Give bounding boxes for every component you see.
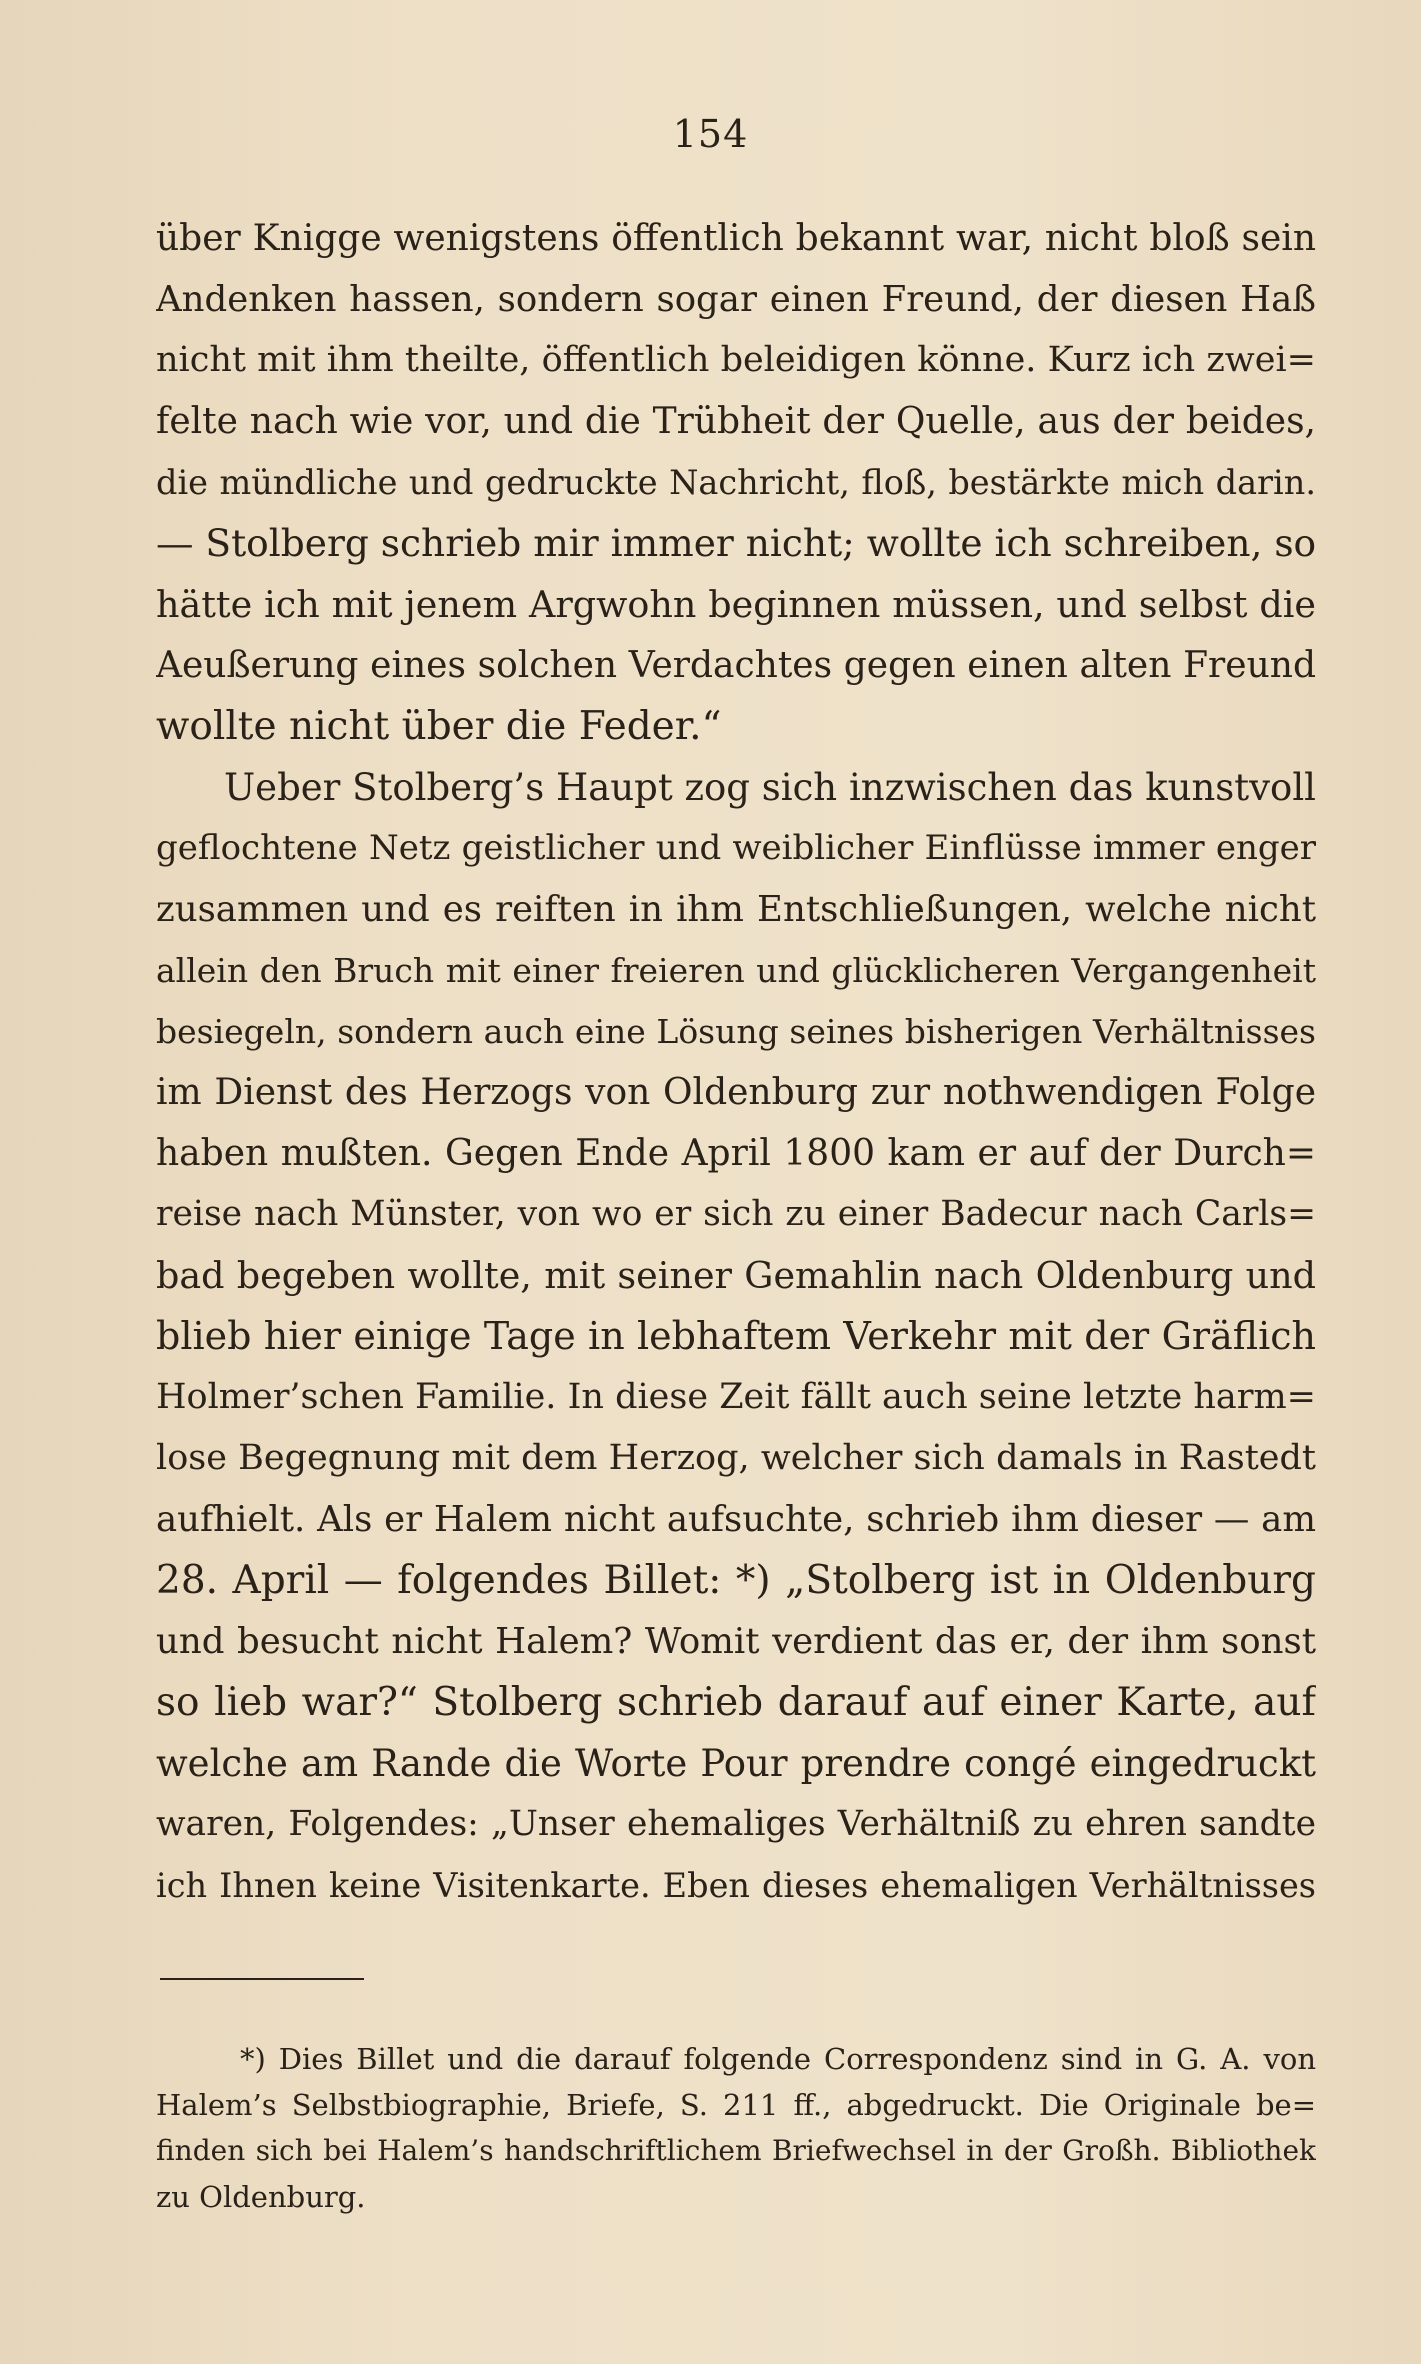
text-line: nicht mit ihm theilte, öffentlich beleidigen könne. Kurz ich zwei= — [156, 340, 1316, 380]
page-number: 154 — [672, 112, 749, 156]
text-line: wollte nicht über die Feder.“ — [156, 704, 722, 749]
footnote-line: finden sich bei Halem’s handschriftlichem Briefwechsel in der Großh. Bibliothek — [156, 2134, 1316, 2167]
text-line: waren, Folgendes: „Unser ehemaliges Verhältniß zu ehren sandte — [156, 1804, 1316, 1844]
text-line: felte nach wie vor, und die Trübheit der Quelle, aus der beides, — [156, 401, 1316, 442]
text-line: bad begeben wollte, mit seiner Gemahlin nach Oldenburg und — [156, 1254, 1316, 1297]
footnote-line: *) Dies Billet und die darauf folgende Correspondenz sind in G. A. von — [240, 2042, 1316, 2076]
text-line: welche am Rande die Worte Pour prendre congé eingedruckt — [156, 1742, 1316, 1785]
text-line: über Knigge wenigstens öffentlich bekannt war, nicht bloß sein — [156, 218, 1316, 259]
text-line: reise nach Münster, von wo er sich zu einer Badecur nach Carls= — [156, 1194, 1316, 1234]
text-line: Aeußerung eines solchen Verdachtes gegen einen alten Freund — [156, 645, 1316, 686]
footnote-divider — [160, 1978, 364, 1980]
text-line: Andenken hassen, sondern sogar einen Freund, der diesen Haß — [156, 279, 1316, 320]
text-line: zusammen und es reiften in ihm Entschließungen, welche nicht — [156, 889, 1316, 930]
footnote — [156, 2036, 1316, 2220]
text-line: 28. April — folgendes Billet: *) „Stolberg ist in Oldenburg — [156, 1558, 1316, 1603]
text-line: blieb hier einige Tage in lebhaftem Verkehr mit der Gräflich — [156, 1314, 1316, 1358]
text-line: hätte ich mit jenem Argwohn beginnen müssen, und selbst die — [156, 583, 1316, 626]
footnote-line: Halem’s Selbstbiographie, Briefe, S. 211 ff., abgedruckt. Die Originale be= — [156, 2088, 1316, 2122]
text-line: geflochtene Netz geistlicher und weiblicher Einflüsse immer enger — [156, 828, 1316, 868]
text-line: — Stolberg schrieb mir immer nicht; wollte ich schreiben, so — [156, 521, 1316, 565]
text-line: allein den Bruch mit einer freieren und glücklicheren Vergangenheit — [156, 951, 1316, 990]
text-line: im Dienst des Herzogs von Oldenburg zur nothwendigen Folge — [156, 1072, 1316, 1113]
text-line: besiegeln, sondern auch eine Lösung seines bisherigen Verhältnisses — [156, 1012, 1316, 1051]
text-line: haben mußten. Gegen Ende April 1800 kam er auf der Durch= — [156, 1133, 1316, 1174]
text-line: Ueber Stolberg’s Haupt zog sich inzwischen das kunstvoll — [224, 766, 1316, 809]
text-line: ich Ihnen keine Visitenkarte. Eben dieses ehemaligen Verhältnisses — [156, 1866, 1316, 1905]
text-line: aufhielt. Als er Halem nicht aufsuchte, schrieb ihm dieser — am — [156, 1499, 1316, 1540]
text-line: Holmer’schen Familie. In diese Zeit fällt auch seine letzte harm= — [156, 1377, 1316, 1417]
text-line: und besucht nicht Halem? Womit verdient das er, der ihm sonst — [156, 1621, 1316, 1662]
text-line: lose Begegnung mit dem Herzog, welcher sich damals in Rastedt — [156, 1438, 1316, 1478]
text-line: so lieb war?“ Stolberg schrieb darauf auf einer Karte, auf — [156, 1680, 1316, 1725]
text-line: die mündliche und gedruckte Nachricht, floß, bestärkte mich darin. — [156, 463, 1316, 502]
footnote-line: zu Oldenburg. — [156, 2180, 366, 2214]
main-text — [156, 208, 1316, 1916]
